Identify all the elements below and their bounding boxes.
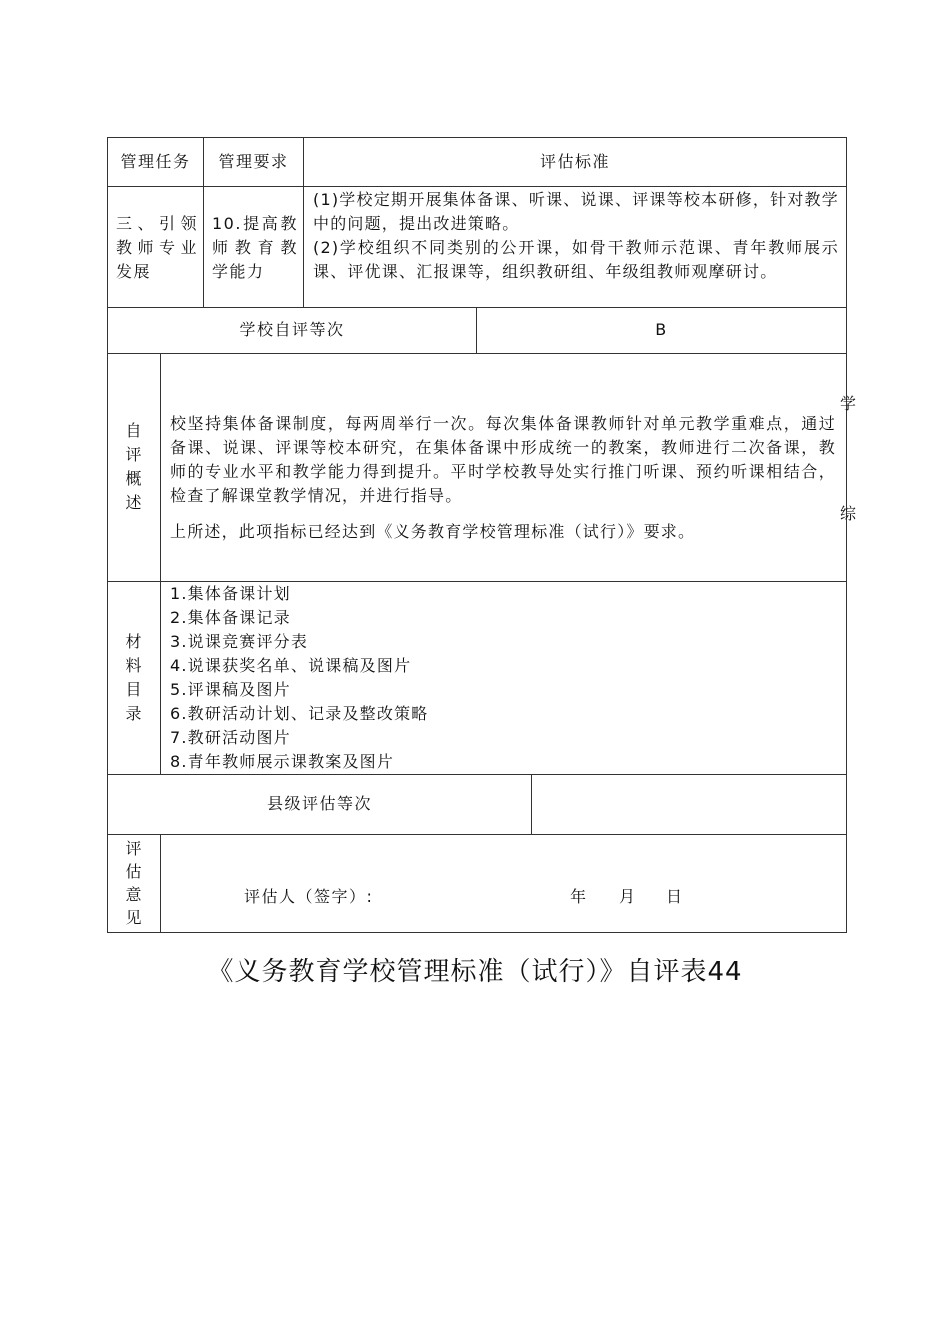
table-border bbox=[107, 186, 847, 187]
county-rating-label: 县级评估等次 bbox=[266, 794, 372, 813]
summary-body bbox=[170, 412, 836, 544]
criteria-cell bbox=[313, 188, 839, 306]
date-month: 月 bbox=[619, 887, 637, 906]
requirement-cell: 10.提高教师教育教学能力 bbox=[212, 214, 298, 281]
list-item: 2.集体备课记录 bbox=[170, 608, 291, 627]
table-border bbox=[107, 353, 847, 354]
summary-paragraph: 校坚持集体备课制度，每两周举行一次。每次集体备课教师针对单元教学重难点，通过备课、说课、评课等校本研究，在集体备课中形成统一的教案，教师进行二次备课，教师的专业水平和教学能力得到提升。平时学校教导处实行推门听课、预约听课相结合，检查了解课堂教学情况，并进行指导。 bbox=[170, 414, 836, 505]
list-item: 1.集体备课计划 bbox=[170, 584, 291, 603]
list-item: 7.教研活动图片 bbox=[170, 728, 291, 747]
table-border bbox=[107, 834, 847, 835]
list-item: 4.说课获奖名单、说课稿及图片 bbox=[170, 656, 412, 675]
criteria-item: (1)学校定期开展集体备课、听课、说课、评课等校本研修，针对教学中的问题，提出改进策略。 bbox=[313, 190, 839, 233]
summary-conclusion: 上所述，此项指标已经达到《义务教育学校管理标准（试行）》要求。 bbox=[170, 522, 696, 541]
margin-char: 学 bbox=[840, 394, 857, 413]
self-rating-value: B bbox=[655, 320, 668, 339]
self-rating-label: 学校自评等次 bbox=[239, 320, 345, 339]
list-item: 3.说课竞赛评分表 bbox=[170, 632, 309, 651]
document-title: 《义务教育学校管理标准（试行）》自评表44 bbox=[207, 957, 743, 987]
list-item: 8.青年教师展示课教案及图片 bbox=[170, 752, 395, 771]
opinion-label-text: 评估意见 bbox=[125, 839, 142, 927]
materials-label-text: 材料目录 bbox=[125, 631, 142, 723]
materials-list bbox=[170, 582, 836, 774]
list-item: 5.评课稿及图片 bbox=[170, 680, 291, 699]
date-day: 日 bbox=[666, 887, 684, 906]
county-rating-value bbox=[531, 774, 847, 834]
signer-label: 评估人（签字）: bbox=[244, 887, 374, 906]
materials-label bbox=[107, 581, 160, 774]
header-criteria: 评估标准 bbox=[539, 151, 610, 171]
summary-label-text: 自评概述 bbox=[125, 421, 142, 512]
table-border bbox=[160, 353, 161, 774]
header-requirement: 管理要求 bbox=[218, 151, 289, 171]
task-cell: 三、引领教师专业发展 bbox=[116, 214, 198, 281]
opinion-label bbox=[107, 834, 160, 932]
summary-label bbox=[107, 353, 160, 581]
criteria-item: (2)学校组织不同类别的公开课，如骨干教师示范课、青年教师展示课、评优课、汇报课等，组织教研组、年级组教师观摩研讨。 bbox=[313, 238, 839, 281]
table-border-bottom bbox=[107, 932, 847, 933]
header-task: 管理任务 bbox=[120, 151, 191, 171]
table-border bbox=[160, 834, 161, 932]
margin-char: 综 bbox=[840, 504, 857, 523]
list-item: 6.教研活动计划、记录及整改策略 bbox=[170, 704, 429, 723]
date-year: 年 bbox=[570, 887, 588, 906]
